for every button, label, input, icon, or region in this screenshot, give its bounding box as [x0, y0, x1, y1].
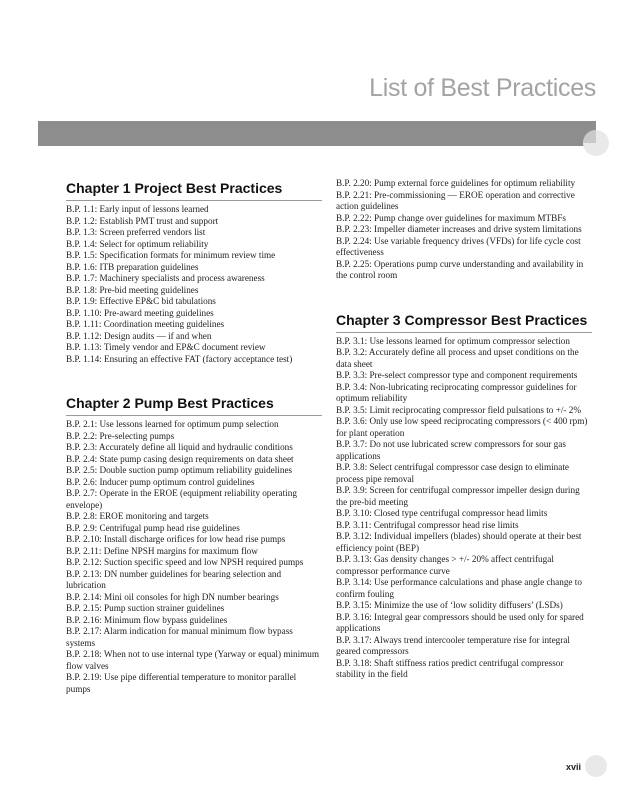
best-practice-item: B.P. 2.11: Define NPSH margins for maximum flow — [66, 545, 258, 556]
best-practice-item: B.P. 1.11: Coordination meeting guidelines — [66, 319, 225, 329]
best-practice-item: B.P. 2.19: Use pipe differential temperature to monitor parallel pumps — [66, 672, 297, 694]
best-practice-item: B.P. 3.5: Limit reciprocating compressor field pulsations to +/- 2% — [336, 404, 582, 415]
best-practice-item: B.P. 3.9: Screen for centrifugal compressor impeller design during the pre-bid meeting — [336, 485, 580, 507]
best-practice-item: B.P. 3.15: Minimize the use of ‘low solidity diffusers’ (LSDs) — [336, 600, 563, 610]
best-practice-item: B.P. 2.25: Operations pump curve understanding and availability in the control room — [336, 258, 584, 280]
chapter-2-list-continued — [336, 178, 592, 282]
best-practice-item: B.P. 1.3: Screen preferred vendors list — [66, 227, 206, 237]
best-practice-item: B.P. 1.1: Early input of lessons learned — [66, 204, 209, 214]
best-practice-item: B.P. 1.14: Ensuring an effective FAT (factory acceptance test) — [66, 353, 293, 364]
best-practice-item: B.P. 1.10: Pre-award meeting guidelines — [66, 307, 214, 318]
best-practice-item: B.P. 3.18: Shaft stiffness ratios predict centrifugal compressor stability in the field — [336, 657, 564, 679]
best-practice-item: B.P. 2.10: Install discharge orifices for low head rise pumps — [66, 534, 286, 544]
best-practice-item: B.P. 2.1: Use lessons learned for optimum pump selection — [66, 419, 279, 429]
corner-circle-decoration — [583, 130, 609, 156]
best-practice-item: B.P. 2.8: EROE monitoring and targets — [66, 511, 209, 521]
best-practice-item: B.P. 3.6: Only use low speed reciprocating compressors (< 400 rpm) for plant operation — [336, 416, 588, 438]
best-practice-item: B.P. 3.8: Select centrifugal compressor case design to eliminate process pipe removal — [336, 462, 569, 484]
best-practice-item: B.P. 3.4: Non-lubricating reciprocating compressor guidelines for optimum reliability — [336, 381, 577, 403]
best-practice-item: B.P. 2.23: Impeller diameter increases and drive system limitations — [336, 224, 582, 234]
best-practice-item: B.P. 3.13: Gas density changes > +/- 20% affect centrifugal compressor performance curve — [336, 554, 554, 576]
best-practice-item: B.P. 2.16: Minimum flow bypass guidelines — [66, 614, 228, 625]
page-title: List of Best Practices — [369, 74, 596, 102]
best-practice-item: B.P. 1.9: Effective EP&C bid tabulations — [66, 296, 216, 306]
chapter-2-list — [66, 419, 322, 695]
best-practice-item: B.P. 3.12: Individual impellers (blades) should operate at their best efficiency point (BEP) — [336, 531, 582, 553]
best-practice-item: B.P. 2.24: Use variable frequency drives (VFDs) for life cycle cost effectiveness — [336, 235, 581, 257]
best-practice-item: B.P. 2.14: Mini oil consoles for high DN number bearings — [66, 591, 279, 602]
best-practice-item: B.P. 2.6: Inducer pump optimum control guidelines — [66, 476, 255, 487]
best-practice-item: B.P. 1.5: Specification formats for minimum review time — [66, 250, 276, 260]
best-practice-item: B.P. 3.1: Use lessons learned for optimum compressor selection — [336, 335, 570, 346]
best-practice-item: B.P. 3.3: Pre-select compressor type and component requirements — [336, 370, 578, 380]
chapter-1-list — [66, 204, 322, 365]
best-practice-item: B.P. 1.7: Machinery specialists and process awareness — [66, 273, 265, 283]
chapter-1-heading: Chapter 1 Project Best Practices — [66, 180, 322, 201]
best-practice-item: B.P. 1.12: Design audits — if and when — [66, 330, 212, 341]
best-practice-item: B.P. 2.9: Centrifugal pump head rise guidelines — [66, 522, 240, 533]
best-practice-item: B.P. 3.10: Closed type centrifugal compressor head limits — [336, 508, 548, 518]
best-practice-item: B.P. 2.5: Double suction pump optimum reliability guidelines — [66, 465, 293, 475]
page-number: xvii — [566, 762, 582, 772]
best-practice-item: B.P. 2.22: Pump change over guidelines for maximum MTBFs — [336, 212, 566, 223]
best-practice-item: B.P. 1.6: ITB preparation guidelines — [66, 261, 199, 272]
best-practice-item: B.P. 2.17: Alarm indication for manual minimum flow bypass systems — [66, 626, 293, 648]
best-practice-item: B.P. 2.15: Pump suction strainer guidelines — [66, 603, 225, 613]
chapter-3-heading: Chapter 3 Compressor Best Practices — [336, 312, 592, 333]
best-practice-item: B.P. 3.17: Always trend intercooler temperature rise for integral geared compressors — [336, 634, 570, 656]
best-practice-item: B.P. 3.2: Accurately define all process and upset conditions on the data sheet — [336, 347, 579, 369]
footer-circle-decoration — [585, 755, 607, 777]
best-practice-item: B.P. 2.7: Operate in the EROE (equipment reliability operating envelope) — [66, 488, 297, 510]
best-practice-item: B.P. 2.4: State pump casing design requirements on data sheet — [66, 453, 294, 464]
right-column — [336, 178, 592, 681]
best-practice-item: B.P. 2.20: Pump external force guidelines for optimum reliability — [336, 178, 576, 188]
best-practice-item: B.P. 3.7: Do not use lubricated screw compressors for sour gas applications — [336, 439, 566, 461]
best-practice-item: B.P. 3.11: Centrifugal compressor head rise limits — [336, 519, 519, 530]
best-practice-item: B.P. 1.8: Pre-bid meeting guidelines — [66, 284, 199, 295]
best-practice-item: B.P. 3.16: Integral gear compressors should be used only for spared applications — [336, 611, 584, 633]
best-practice-item: B.P. 1.2: Establish PMT trust and support — [66, 215, 219, 226]
header-bar — [38, 121, 596, 146]
chapter-2-heading: Chapter 2 Pump Best Practices — [66, 395, 322, 416]
chapter-3-list — [336, 336, 592, 681]
best-practice-item: B.P. 2.3: Accurately define all liquid and hydraulic conditions — [66, 442, 293, 452]
best-practice-item: B.P. 2.2: Pre-selecting pumps — [66, 430, 175, 441]
best-practice-item: B.P. 1.4: Select for optimum reliability — [66, 238, 209, 249]
best-practice-item: B.P. 2.21: Pre-commissioning — EROE operation and corrective action guidelines — [336, 189, 575, 211]
best-practice-item: B.P. 2.18: When not to use internal type (Yarway or equal) minimum flow valves — [66, 649, 320, 671]
best-practice-item: B.P. 2.13: DN number guidelines for bearing selection and lubrication — [66, 568, 282, 590]
best-practice-item: B.P. 1.13: Timely vendor and EP&C document review — [66, 342, 266, 352]
left-column — [66, 180, 322, 695]
best-practice-item: B.P. 2.12: Suction specific speed and low NPSH required pumps — [66, 557, 304, 567]
best-practice-item: B.P. 3.14: Use performance calculations and phase angle change to confirm fouling — [336, 577, 582, 599]
